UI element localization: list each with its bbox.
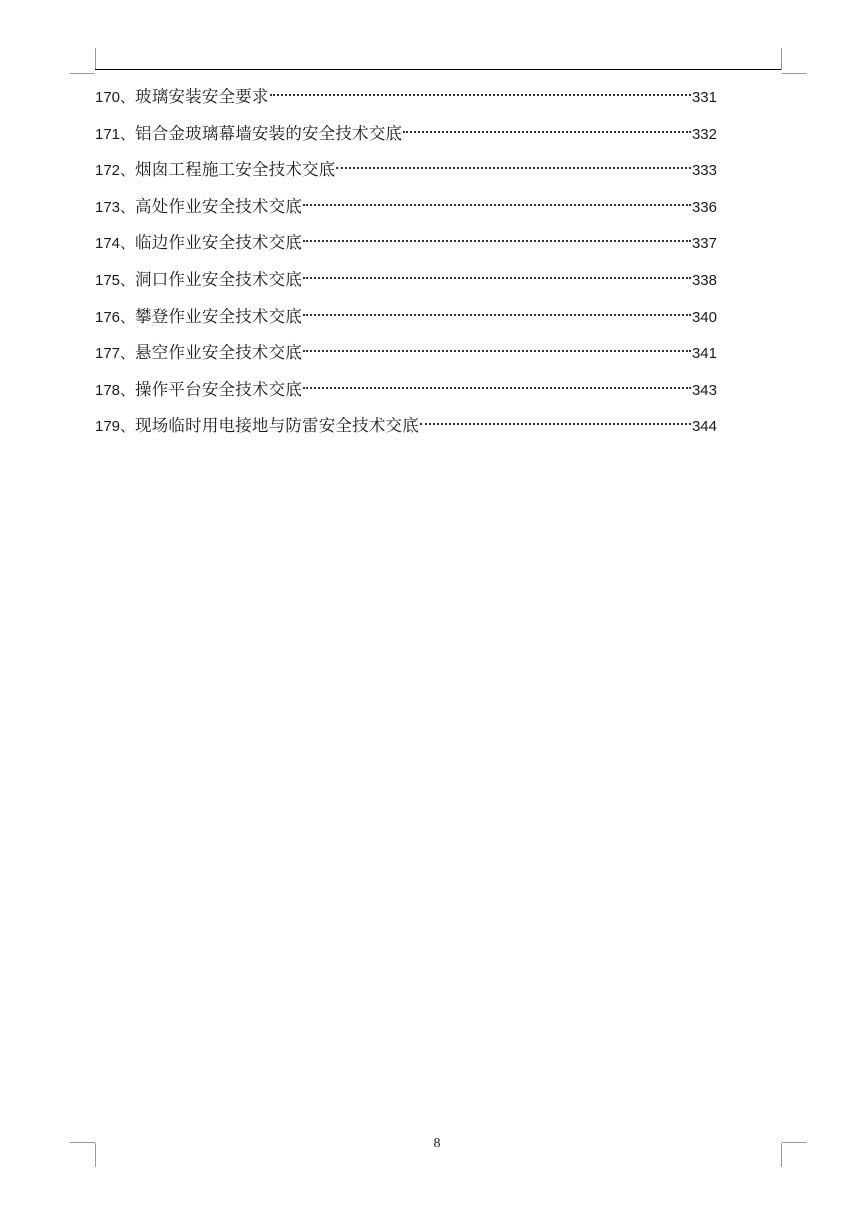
toc-entry-page: 331	[691, 89, 717, 106]
toc-entry-number: 176、	[95, 308, 136, 326]
crop-mark-top-left-vertical	[95, 48, 96, 70]
toc-entry-title: 攀登作业安全技术交底	[135, 306, 303, 326]
toc-entry[interactable]	[95, 83, 717, 120]
page-number: 8	[433, 1136, 441, 1151]
toc-dot-leader	[403, 130, 691, 133]
toc-entry-page: 338	[691, 271, 717, 289]
toc-dot-leader	[303, 386, 691, 389]
toc-entry[interactable]	[95, 266, 717, 303]
toc-entry-title: 悬空作业安全技术交底	[135, 343, 303, 363]
toc-entry[interactable]	[95, 412, 717, 449]
toc-entry-title: 洞口作业安全技术交底	[135, 269, 303, 289]
toc-entry-page: 340	[691, 308, 717, 326]
toc-entry[interactable]	[95, 229, 717, 266]
toc-dot-leader	[270, 93, 691, 96]
toc-dot-leader	[303, 349, 691, 352]
crop-mark-top-left-horizontal	[70, 73, 95, 74]
table-of-contents	[95, 83, 717, 449]
toc-entry-page: 337	[691, 235, 717, 253]
toc-entry-number: 171、	[95, 125, 136, 143]
toc-entry-number: 177、	[95, 345, 136, 363]
toc-entry-title: 操作平台安全技术交底	[135, 379, 303, 399]
toc-entry-page: 343	[691, 381, 717, 399]
header-rule	[95, 69, 781, 70]
toc-dot-leader	[303, 239, 691, 242]
toc-entry-page: 344	[691, 418, 717, 436]
toc-entry[interactable]	[95, 339, 717, 376]
toc-entry-number: 173、	[95, 198, 136, 216]
toc-entry-title: 玻璃安装安全要求	[135, 87, 269, 106]
toc-entry[interactable]	[95, 376, 717, 413]
toc-entry[interactable]	[95, 193, 717, 230]
toc-dot-leader	[303, 276, 691, 279]
crop-mark-top-right-vertical	[781, 48, 782, 70]
toc-entry-title: 现场临时用电接地与防雷安全技术交底	[135, 416, 419, 436]
toc-entry-number: 172、	[95, 162, 136, 180]
toc-entry-number: 179、	[95, 418, 136, 436]
toc-entry[interactable]	[95, 156, 717, 193]
toc-entry-title: 烟囱工程施工安全技术交底	[135, 160, 336, 180]
toc-entry-page: 332	[691, 125, 717, 143]
toc-dot-leader	[303, 313, 691, 316]
toc-dot-leader	[303, 203, 691, 206]
toc-entry-number: 174、	[95, 235, 136, 253]
toc-entry[interactable]	[95, 120, 717, 157]
crop-mark-top-right-horizontal	[782, 73, 807, 74]
toc-dot-leader	[336, 166, 691, 169]
toc-entry-title: 临边作业安全技术交底	[135, 233, 303, 253]
toc-entry-number: 175、	[95, 271, 136, 289]
toc-dot-leader	[420, 422, 691, 425]
toc-entry[interactable]	[95, 303, 717, 340]
toc-entry-page: 336	[691, 198, 717, 216]
toc-entry-page: 333	[691, 162, 717, 180]
toc-entry-title: 高处作业安全技术交底	[135, 196, 303, 216]
toc-entry-number: 170、	[95, 89, 136, 106]
toc-entry-page: 341	[691, 345, 717, 363]
toc-entry-number: 178、	[95, 381, 136, 399]
toc-entry-title: 铝合金玻璃幕墙安装的安全技术交底	[135, 123, 403, 143]
